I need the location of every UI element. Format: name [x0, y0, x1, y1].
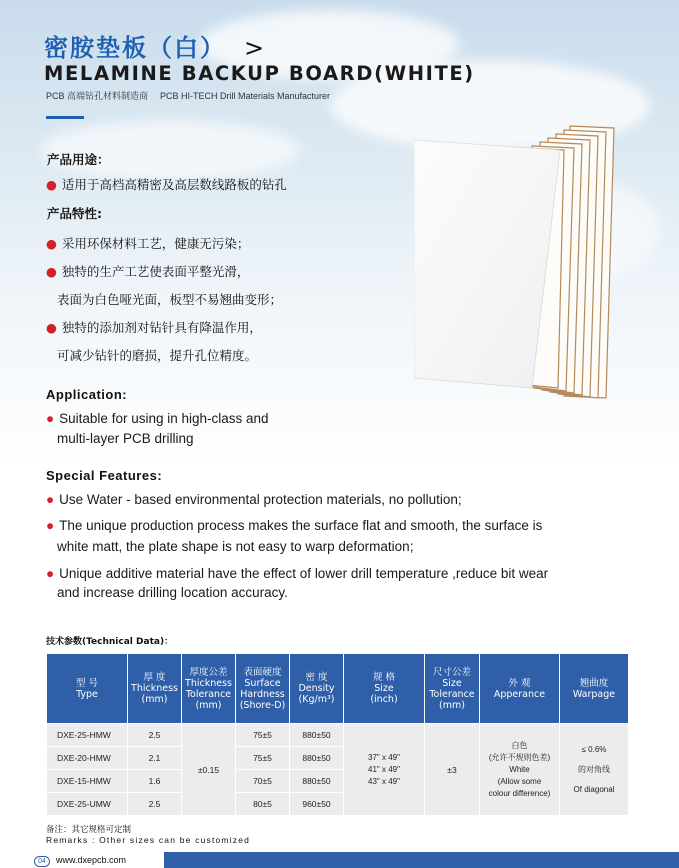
cell-hardness: 75±5 — [236, 724, 290, 747]
special-features-heading-en: Special Features: — [46, 468, 163, 483]
col-header-warpage: 翘曲度 Warpage — [560, 654, 629, 724]
cell-density: 960±50 — [290, 793, 344, 816]
subtitle-cn: PCB 高端钻孔材料制造商 — [46, 91, 149, 101]
features-heading-cn: 产品特性: — [47, 206, 102, 221]
feature-line-cn: ● 独特的生产工艺使表面平整光滑， — [46, 264, 250, 279]
subtitle-en: PCB HI-TECH Drill Materials Manufacturer — [160, 91, 331, 101]
cell-thickness: 2.5 — [128, 793, 182, 816]
cell-hardness: 75±5 — [236, 747, 290, 770]
col-header-density: 密 度 Density (Kg/m³) — [290, 654, 344, 724]
cell-size-tolerance: ±3 — [425, 724, 480, 816]
technical-data-table — [46, 653, 629, 816]
technical-data-label: 技术参数(Technical Data)： — [46, 637, 174, 647]
cell-thickness: 2.5 — [128, 724, 182, 747]
bullet-icon: ● — [46, 492, 55, 507]
col-header-appearance: 外 观 Apperance — [480, 654, 560, 724]
page-number-badge: 04 — [34, 856, 50, 867]
cell-appearance: 白色 (允许不规则色差) White (Allow some colour difference) — [480, 724, 560, 816]
title-arrow-icon: > — [244, 34, 267, 62]
table-row — [47, 724, 629, 747]
special-feature-line-en: and increase drilling location accuracy. — [57, 585, 288, 600]
title-accent-bar — [46, 116, 84, 119]
cell-type: DXE-15-HMW — [47, 770, 128, 793]
col-header-hardness: 表面硬度 Surface Hardness (Shore-D) — [236, 654, 290, 724]
cell-warpage: ≤ 0.6% 的对角线 Of diagonal — [560, 724, 629, 816]
cell-hardness: 80±5 — [236, 793, 290, 816]
usage-heading-cn: 产品用途： — [47, 152, 110, 167]
special-feature-line-en: white matt, the plate shape is not easy to warp deformation; — [57, 539, 414, 554]
special-feature-line-en: ● Use Water - based environmental protection materials, no pollution; — [46, 492, 462, 507]
feature-line-cn: ● 独特的添加剂对钻针具有降温作用， — [46, 320, 262, 335]
page-title-en: MELAMINE BACKUP BOARD(WHITE) — [44, 62, 475, 85]
col-header-size-tolerance: 尺寸公差 Size Tolerance (mm) — [425, 654, 480, 724]
bullet-icon: ● — [46, 411, 55, 426]
cell-density: 880±50 — [290, 724, 344, 747]
feature-line-cn: 表面为白色哑光面，板型不易翘曲变形； — [57, 292, 283, 307]
col-header-type: 型 号 Type — [47, 654, 128, 724]
application-line-en: multi-layer PCB drilling — [57, 431, 194, 446]
cell-type: DXE-25-UMW — [47, 793, 128, 816]
bullet-icon: ● — [46, 236, 57, 251]
feature-line-cn: ● 采用环保材料工艺，健康无污染； — [46, 236, 250, 251]
page-subtitle — [46, 89, 342, 102]
special-feature-line-en: ● The unique production process makes the surface flat and smooth, the surface is — [46, 518, 543, 533]
bullet-icon: ● — [46, 518, 55, 533]
bullet-icon: ● — [46, 264, 57, 279]
bullet-icon: ● — [46, 177, 57, 192]
remarks-cn: 备注：其它规格可定制 — [46, 825, 132, 835]
cell-thickness: 2.1 — [128, 747, 182, 770]
footer-url-link[interactable]: www.dxepcb.com — [56, 855, 127, 865]
page-title-cn: 密胺垫板（白） > — [44, 34, 267, 62]
cell-type: DXE-25-HMW — [47, 724, 128, 747]
remarks-en: Remarks : Other sizes can be customized — [46, 835, 251, 845]
col-header-thickness: 厚 度 Thickness (mm) — [128, 654, 182, 724]
usage-item-cn: ● 适用于高档高精密及高层数线路板的钻孔 — [46, 177, 287, 192]
cell-density: 880±50 — [290, 770, 344, 793]
bullet-icon: ● — [46, 320, 57, 335]
bullet-icon: ● — [46, 566, 55, 581]
col-header-thickness-tolerance: 厚度公差 Thickness Tolerance (mm) — [182, 654, 236, 724]
cell-type: DXE-20-HMW — [47, 747, 128, 770]
cell-hardness: 70±5 — [236, 770, 290, 793]
application-line-en: ● Suitable for using in high-class and — [46, 411, 269, 426]
application-heading-en: Application: — [46, 387, 128, 402]
cell-thickness-tolerance: ±0.15 — [182, 724, 236, 816]
table-header-row — [47, 654, 629, 724]
cell-density: 880±50 — [290, 747, 344, 770]
special-feature-line-en: ● Unique additive material have the effect of lower drill temperature ,reduce bit wear — [46, 566, 549, 581]
cell-size: 37" x 49" 41" x 49" 43" x 49" — [344, 724, 425, 816]
cell-thickness: 1.6 — [128, 770, 182, 793]
col-header-size: 规 格 Size (inch) — [344, 654, 425, 724]
feature-line-cn: 可减少钻针的磨损，提升孔位精度。 — [57, 348, 258, 363]
product-image-board-stack — [414, 122, 628, 402]
